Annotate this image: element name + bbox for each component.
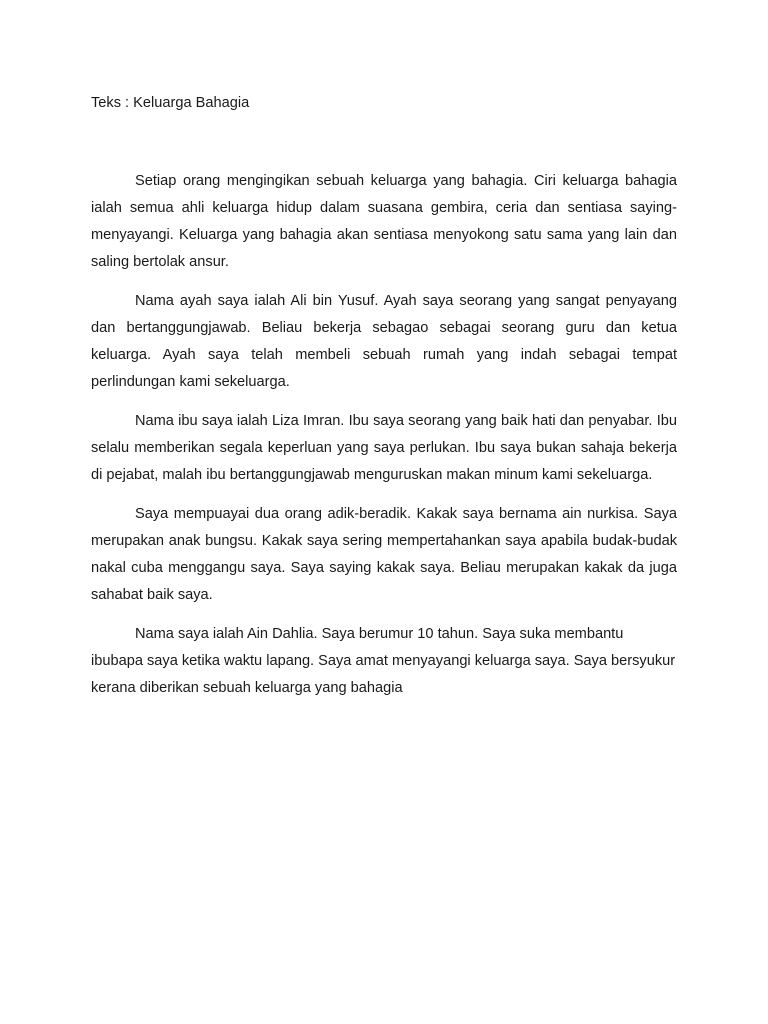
paragraph-self: Nama saya ialah Ain Dahlia. Saya berumur 10 tahun. Saya suka membantu ibubapa saya ketika waktu lapang. Saya amat menyayangi keluarga saya. Saya bersyukur kerana diberikan sebuah keluarga yang bahagia (91, 626, 676, 696)
paragraph-intro: Setiap orang mengingikan sebuah keluarga yang bahagia. Ciri keluarga bahagia ialah semua ahli keluarga hidup dalam suasana gembira, ceria dan sentiasa saying-menyayangi. Keluarga yang bahagia akan sentiasa menyokong satu sama yang lain dan saling bertolak ansur. (91, 173, 677, 270)
paragraph-mother: Nama ibu saya ialah Liza Imran. Ibu saya seorang yang baik hati dan penyabar. Ibu selalu memberikan segala keperluan yang saya perlukan. Ibu saya bukan sahaja bekerja di pejabat, malah ibu bertanggungjawab menguruskan makan minum kami sekeluarga. (91, 413, 677, 483)
document-body (91, 168, 677, 714)
document-title: Teks : Keluarga Bahagia (91, 95, 250, 111)
paragraph-father: Nama ayah saya ialah Ali bin Yusuf. Ayah saya seorang yang sangat penyayang dan bertanggungjawab. Beliau bekerja sebagao sebagai seorang guru dan ketua keluarga. Ayah saya telah membeli sebuah rumah yang indah sebagai tempat perlindungan kami sekeluarga. (91, 293, 677, 390)
paragraph-siblings: Saya mempuayai dua orang adik-beradik. Kakak saya bernama ain nurkisa. Saya merupakan anak bungsu. Kakak saya sering mempertahankan saya apabila budak-budak nakal cuba menggangu saya. Saya saying kakak saya. Beliau merupakan kakak da juga sahabat baik saya. (91, 506, 677, 603)
